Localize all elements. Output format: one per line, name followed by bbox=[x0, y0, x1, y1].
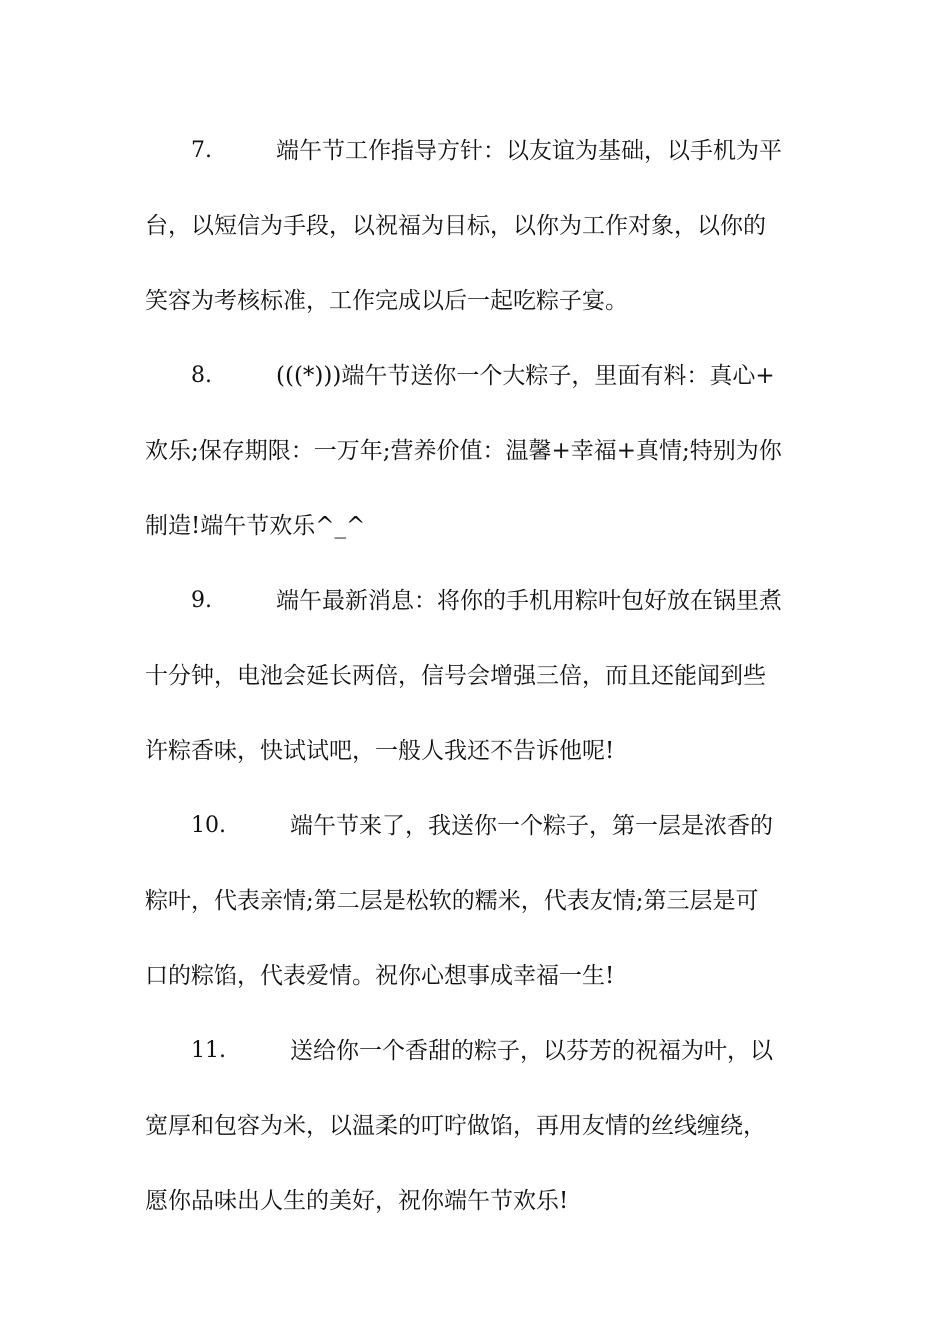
paragraph-line: 台，以短信为手段，以祝福为目标，以你为工作对象，以你的 bbox=[145, 213, 766, 239]
item-number: 11. bbox=[191, 1038, 226, 1063]
paragraph-line: 粽叶，代表亲情;第二层是松软的糯米，代表友情;第三层是可 bbox=[145, 888, 759, 914]
paragraph-line: 送给你一个香甜的粽子，以芬芳的祝福为叶，以 bbox=[290, 1038, 773, 1064]
paragraph-line: 十分钟，电池会延长两倍，信号会增强三倍，而且还能闻到些 bbox=[145, 663, 766, 689]
item-number: 8. bbox=[191, 363, 212, 388]
item-number: 9. bbox=[191, 588, 212, 613]
item-number: 10. bbox=[191, 813, 226, 838]
paragraph-line: 口的粽馅，代表爱情。祝你心想事成幸福一生! bbox=[145, 963, 615, 989]
paragraph-line: 端午节工作指导方针：以友谊为基础，以手机为平 bbox=[276, 138, 782, 164]
paragraph-line: 端午最新消息：将你的手机用粽叶包好放在锅里煮 bbox=[276, 588, 782, 614]
paragraph-line: 欢乐;保存期限：一万年;营养价值：温馨+幸福+真情;特别为你 bbox=[145, 438, 782, 464]
paragraph-line: 制造!端午节欢乐^_^ bbox=[145, 513, 366, 539]
item-number: 7. bbox=[191, 138, 212, 163]
paragraph-line: 宽厚和包容为米，以温柔的叮咛做馅，再用友情的丝线缠绕， bbox=[145, 1113, 766, 1139]
paragraph-line: 愿你品味出人生的美好，祝你端午节欢乐! bbox=[145, 1188, 569, 1214]
paragraph-line: 许粽香味，快试试吧，一般人我还不告诉他呢! bbox=[145, 738, 615, 764]
paragraph-line: 端午节来了，我送你一个粽子，第一层是浓香的 bbox=[290, 813, 773, 839]
paragraph-line: 笑容为考核标准，工作完成以后一起吃粽子宴。 bbox=[145, 288, 628, 314]
paragraph-line: (((*)))端午节送你一个大粽子，里面有料：真心+ bbox=[276, 363, 775, 389]
